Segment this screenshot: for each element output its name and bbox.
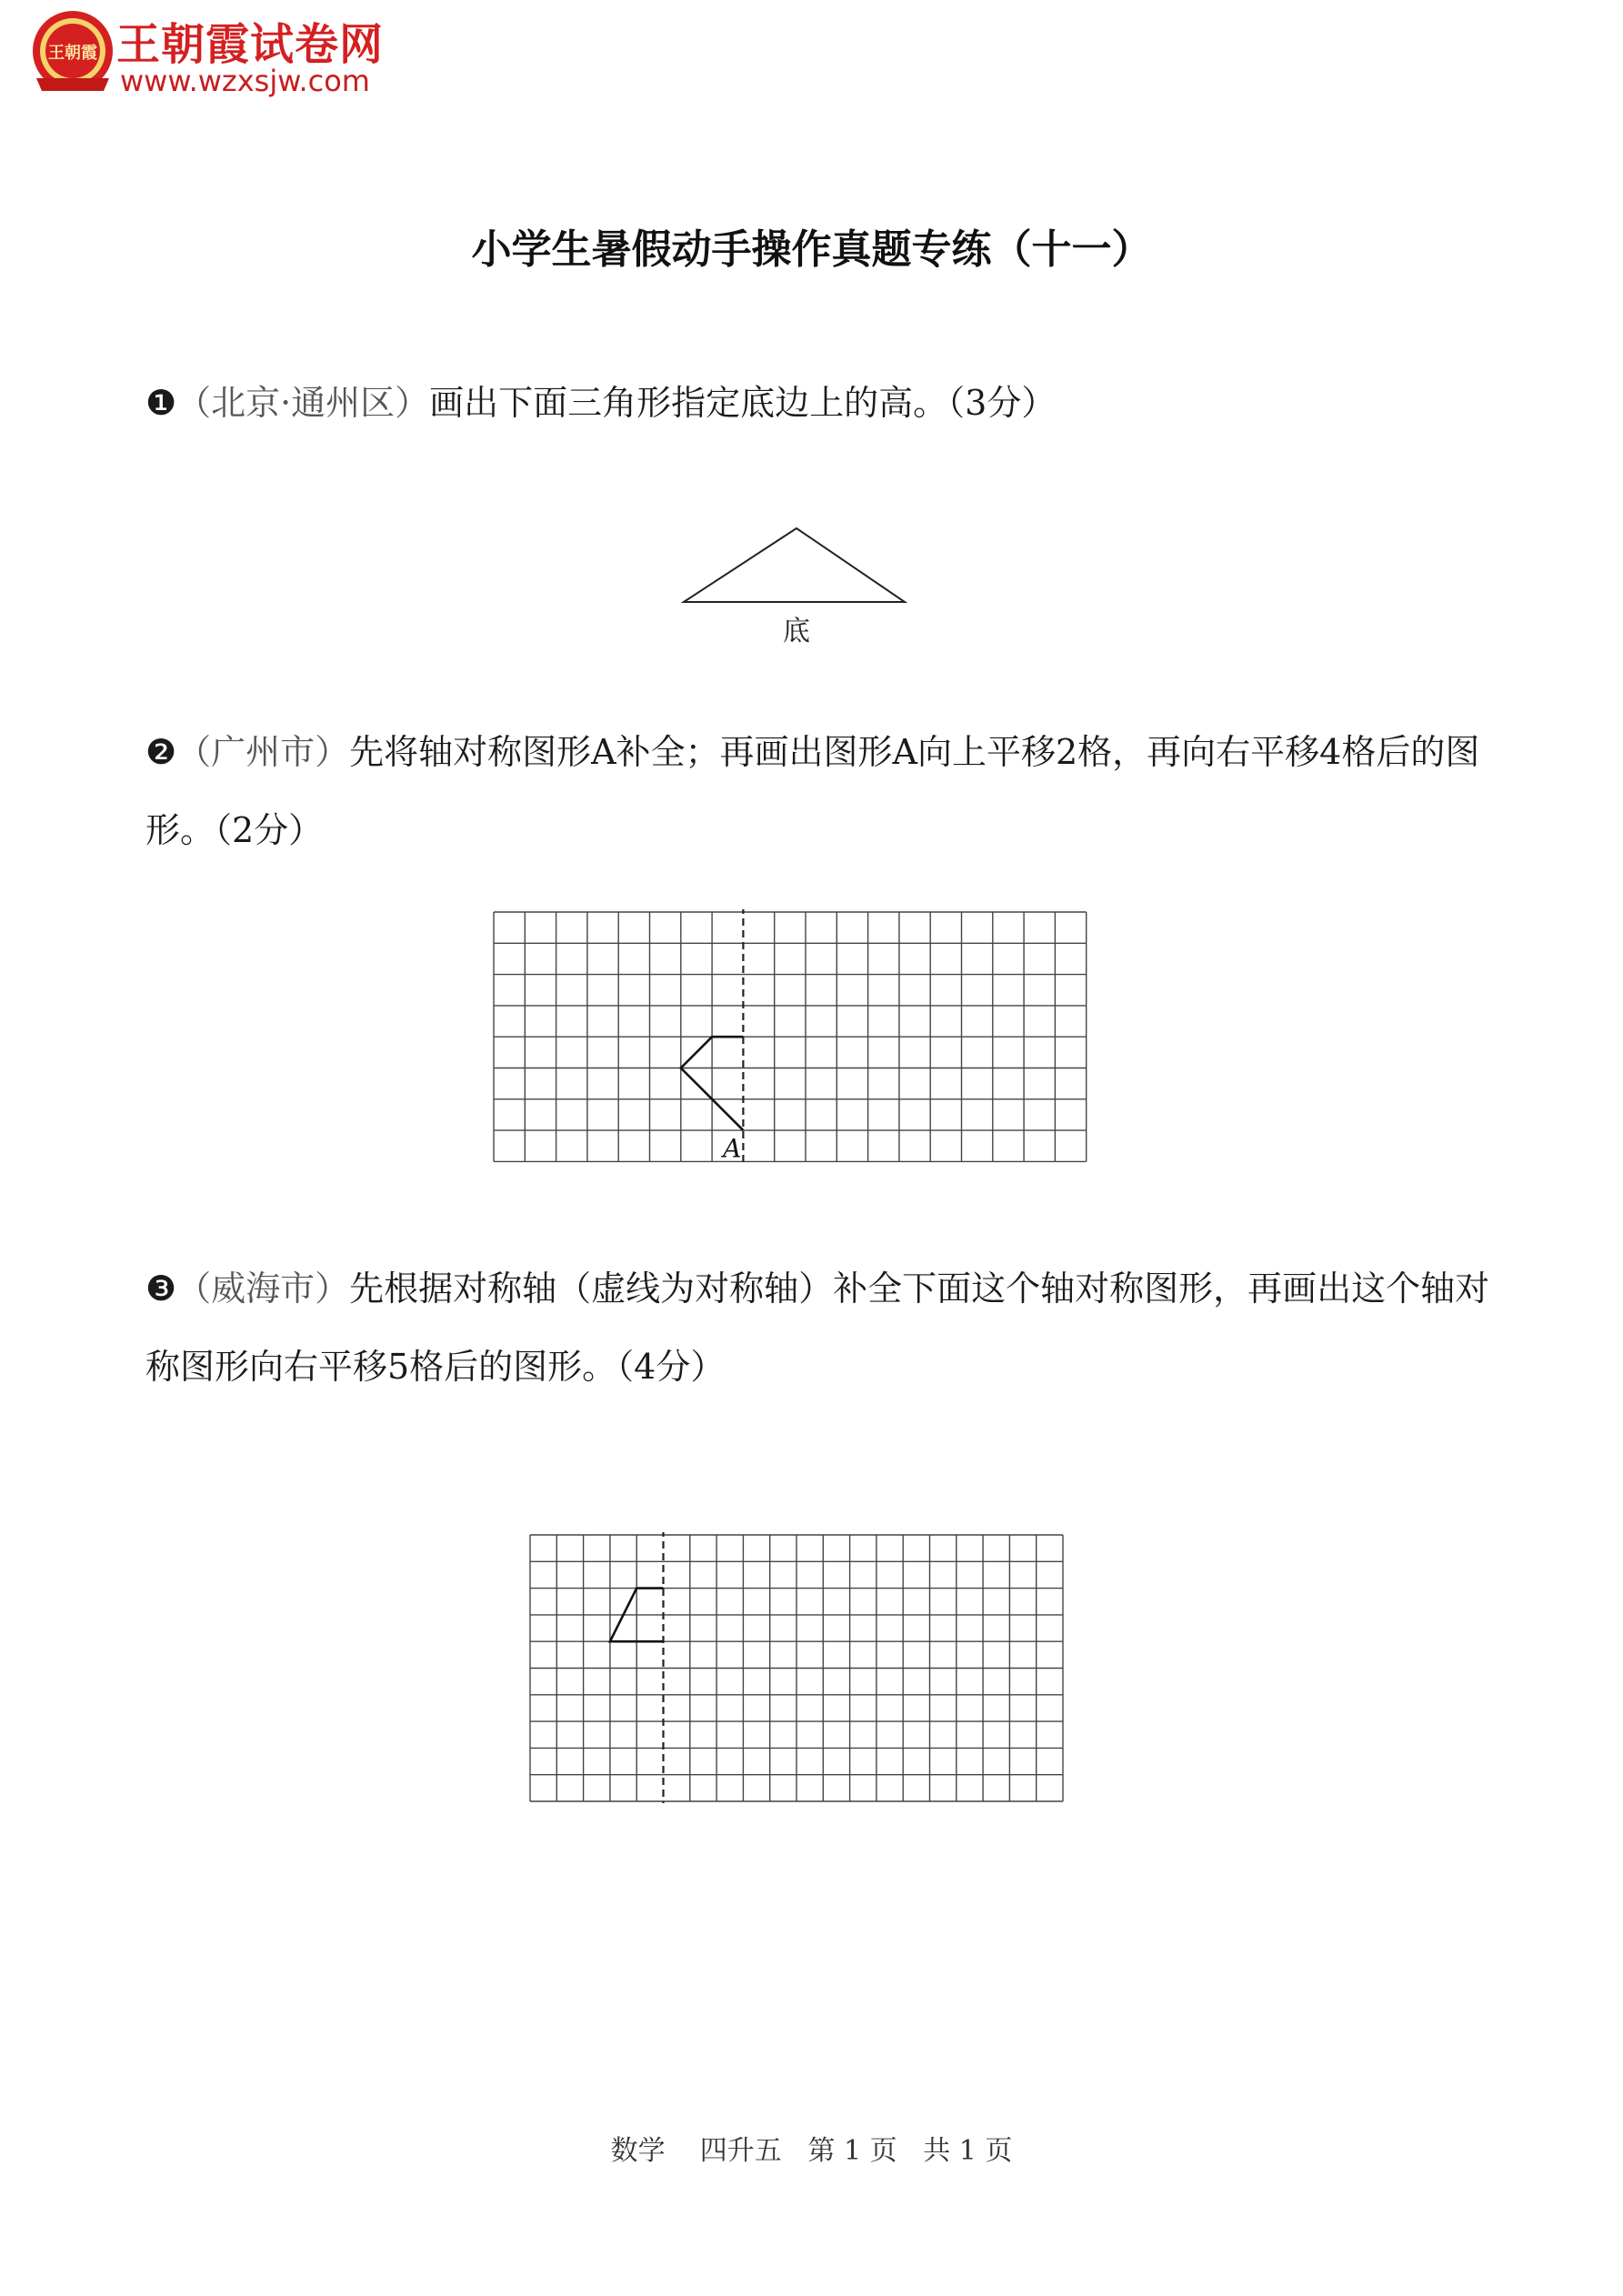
page-footer <box>0 2128 1623 2168</box>
footer-total: 共 1 页 <box>923 2135 1013 2167</box>
grid-lines <box>530 1535 1063 1801</box>
question-text: 先根据对称轴（虚线为对称轴）补全下面这个轴对称图形，再画出这个轴对称图形向右平移5格后的图形。（4分） <box>145 1268 1490 1387</box>
figure-a-label: A <box>723 1133 742 1164</box>
brand-url[interactable]: www.wzxsjw.com <box>120 64 370 98</box>
footer-page: 第 1 页 <box>807 2135 897 2167</box>
question-3 <box>145 1249 1491 1406</box>
question-source: （威海市） <box>176 1268 350 1308</box>
question-number: ❶ <box>145 383 177 423</box>
page-title: 小学生暑假动手操作真题专练（十一） <box>471 226 1152 273</box>
question-number: ❸ <box>145 1268 177 1308</box>
footer-subject: 数学 <box>610 2135 666 2167</box>
question-source: （广州市） <box>176 732 350 772</box>
question-source: （北京·通州区） <box>176 383 430 423</box>
triangle-figure <box>673 518 918 655</box>
question-1 <box>145 364 1491 442</box>
question-text: 画出下面三角形指定底边上的高。（3分） <box>429 383 1057 423</box>
question-2 <box>145 713 1491 869</box>
triangle-shape <box>684 528 905 602</box>
base-label: 底 <box>783 616 810 647</box>
footer-grade: 四升五 <box>699 2135 782 2167</box>
brand-name: 王朝霞试卷网 <box>116 19 385 70</box>
question-number: ❷ <box>145 732 177 772</box>
grid-figure-trapezoid <box>527 1532 1073 1805</box>
seal-text: 王朝霞 <box>48 44 97 63</box>
seal-icon <box>27 7 118 98</box>
site-logo <box>27 7 400 107</box>
grid-figure-a <box>491 909 1091 1173</box>
question-text: 先将轴对称图形A补全；再画出图形A向上平移2格，再向右平移4格后的图形。（2分） <box>145 732 1480 850</box>
grid-lines <box>494 912 1087 1164</box>
